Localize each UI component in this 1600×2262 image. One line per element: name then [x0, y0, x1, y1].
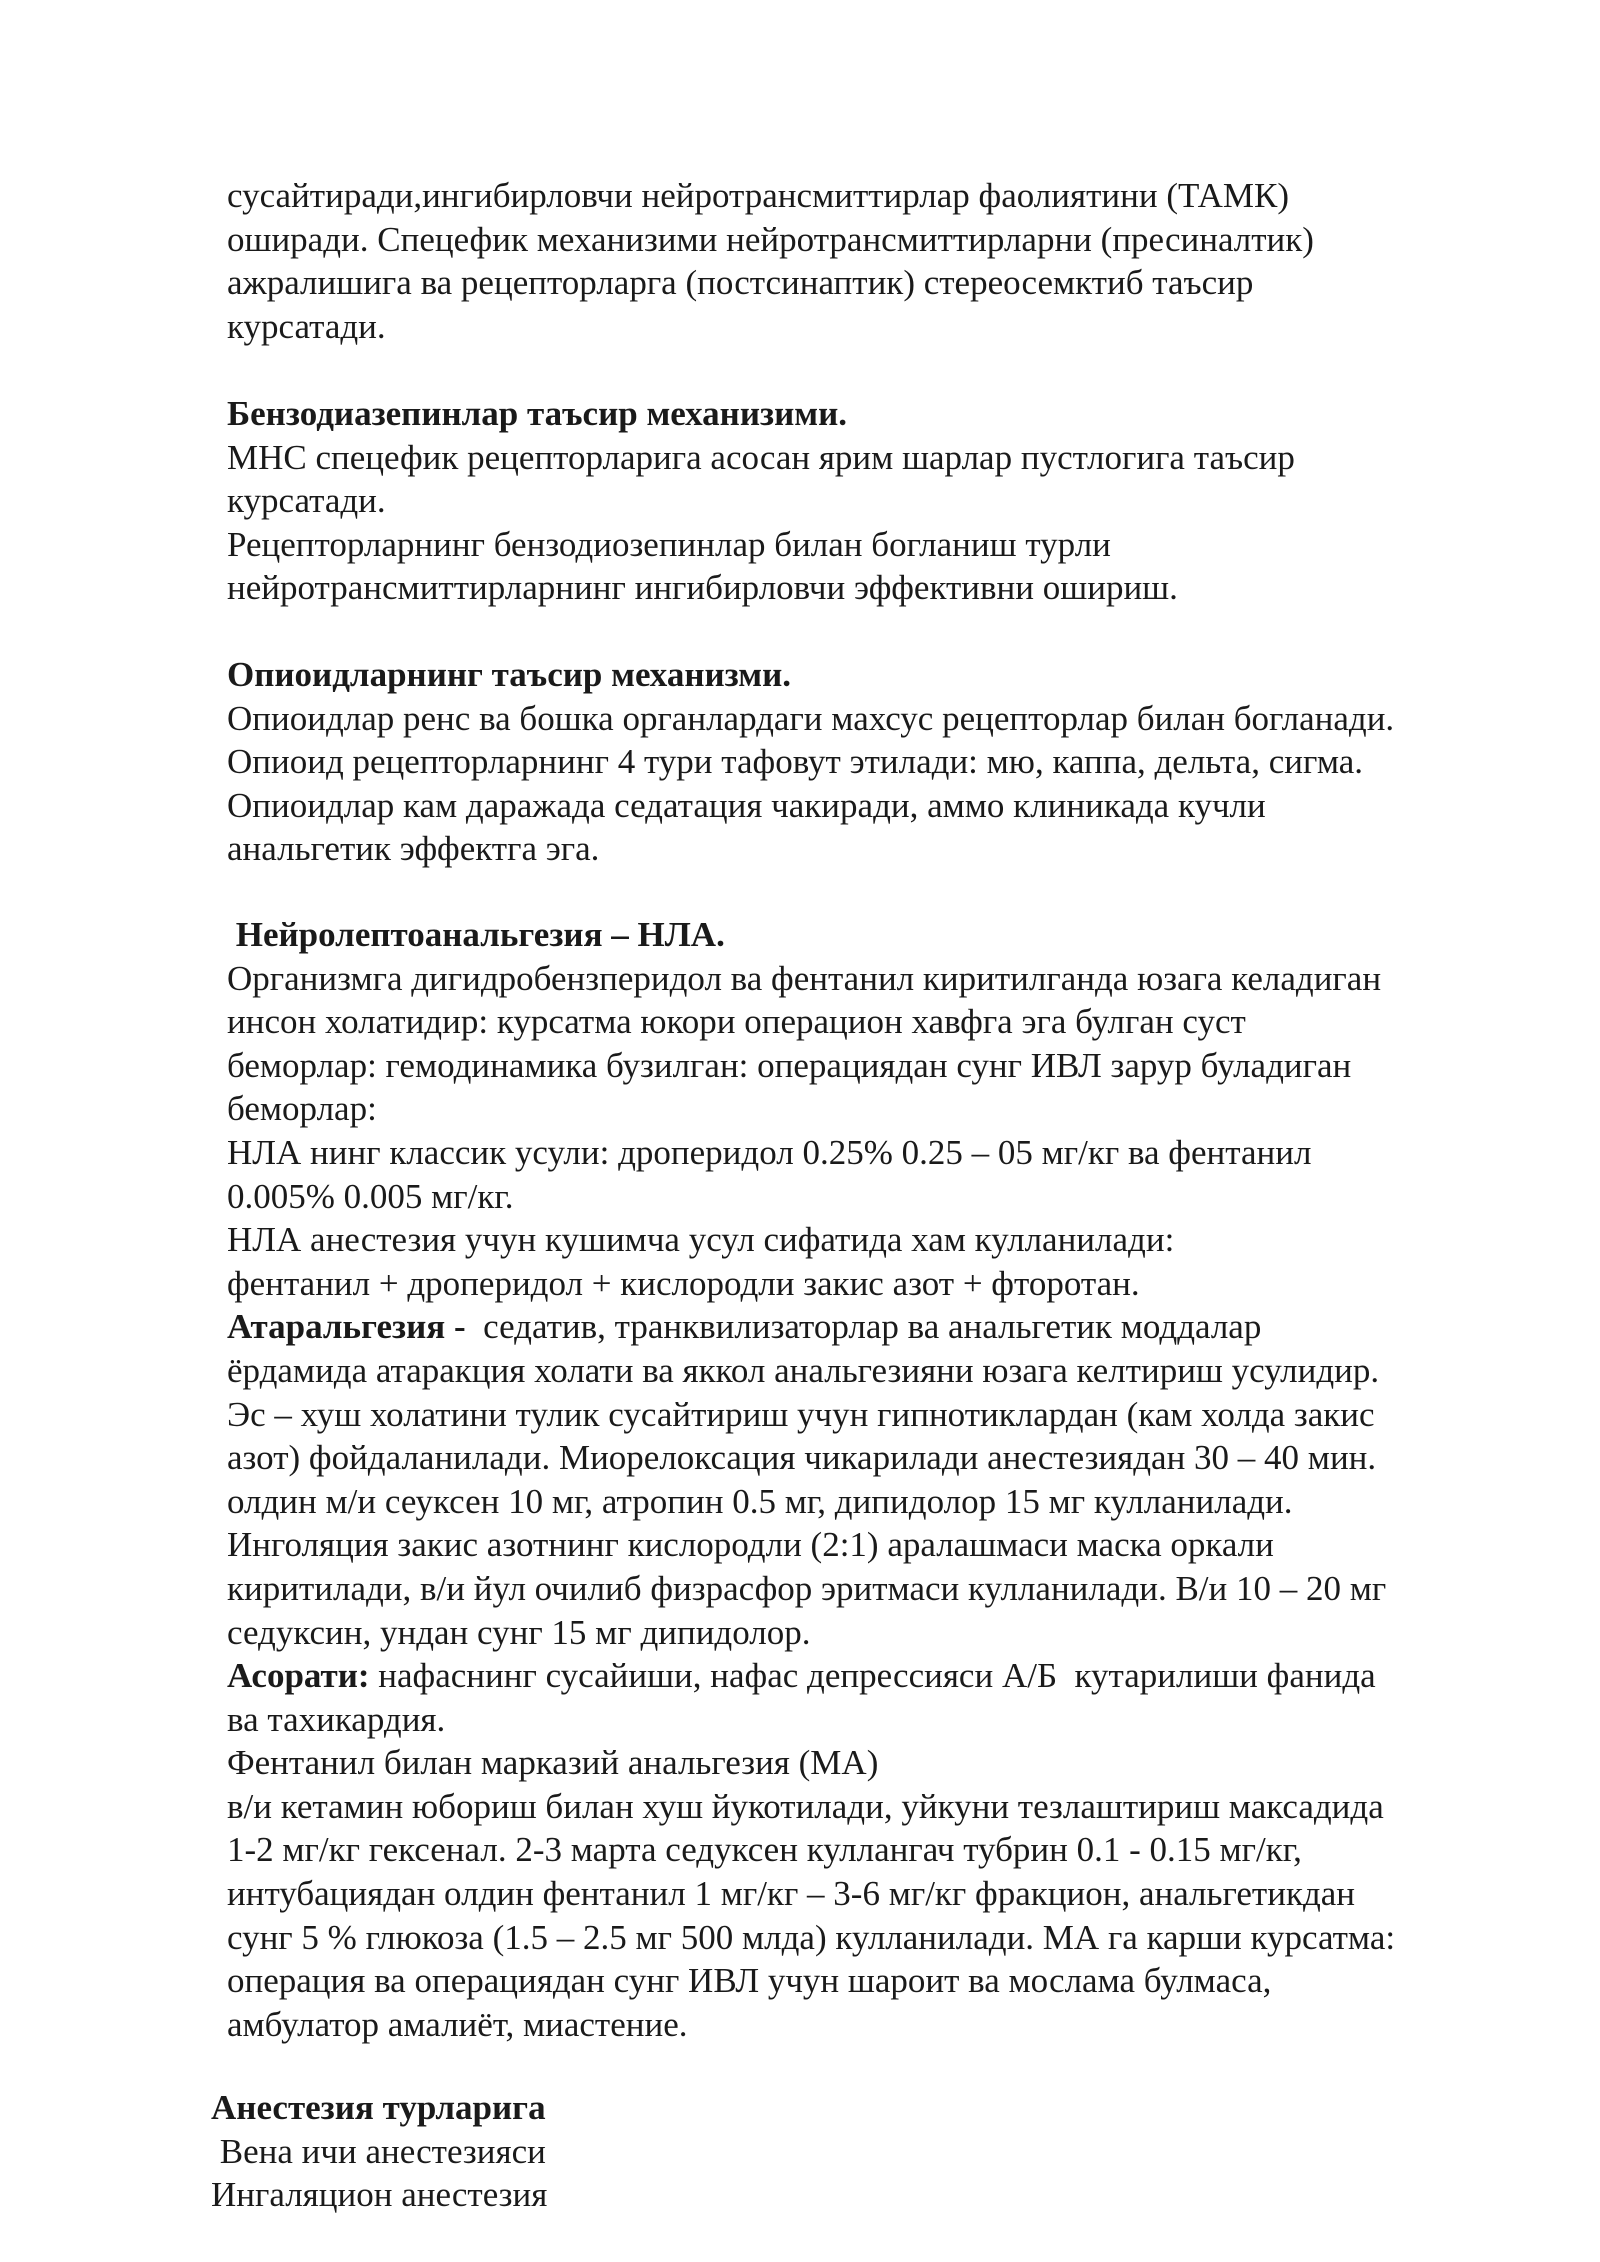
text-line: Опиоидлар кам даражада седатация чакиради, аммо клиникада кучли	[227, 785, 1266, 825]
text-line: Инголяция закис азотнинг кислородли (2:1) аралашмаси маска оркали	[227, 1525, 1274, 1565]
section-heading: Опиоидларнинг таъсир механизми.	[227, 655, 791, 694]
text-line: анальгетик эффектга эга.	[227, 829, 600, 869]
text-line: Рецепторларнинг бензодиозепинлар билан богланиш турли	[227, 524, 1111, 564]
list-item: Ингаляцион анестезия	[211, 2175, 548, 2215]
section-heading: Нейролептоанальгезия – НЛА.	[227, 915, 725, 954]
text-line: МНС спецефик рецепторларига асосан ярим шарлар пустлогига таъсир	[227, 437, 1295, 477]
text-line: ва тахикардия.	[227, 1699, 446, 1739]
text-line: оширади. Спецефик механизими нейротрансмиттирларни (пресиналтик)	[227, 219, 1314, 259]
complications-label: Асорати:	[227, 1656, 370, 1696]
text-line: беморлар: гемодинамика бузилган: операциядан сунг ИВЛ зарур буладиган	[227, 1045, 1352, 1085]
text-line: олдин м/и сеуксен 10 мг, атропин 0.5 мг, дипидолор 15 мг кулланилади.	[227, 1481, 1293, 1521]
text-line: НЛА нинг классик усули: дроперидол 0.25% 0.25 – 05 мг/кг ва фентанил	[227, 1132, 1312, 1172]
ataralgesia-text: седатив, транквилизаторлар ва анальгетик моддалар	[474, 1307, 1262, 1347]
text-line: интубациядан олдин фентанил 1 мг/кг – 3-6 мг/кг фракцион, анальгетикдан	[227, 1874, 1356, 1914]
text-line: сусайтиради,ингибирловчи нейротрансмиттирлар фаолиятини (ТАМК)	[227, 176, 1290, 215]
complications-text: нафаснинг сусайиши, нафас депрессияси А/Б кутарилиши фанида	[369, 1656, 1376, 1696]
text-line: седуксин, ундан сунг 15 мг дипидолор.	[227, 1612, 811, 1652]
text-line: Опиоидлар ренс ва бошка органлардаги махсус рецепторлар билан богланади.	[227, 698, 1395, 738]
benzodiazepine-section	[227, 392, 1517, 610]
ataralgesia-line	[227, 1305, 1517, 1349]
text-line: инсон холатидир: курсатма юкори операцион хавфга эга булган суст	[227, 1002, 1246, 1042]
intro-paragraph	[227, 174, 1517, 348]
text-line: ёрдамида атаракция холати ва яккол анальгезияни юзага келтириш усулидир.	[227, 1350, 1380, 1390]
text-line: Организмга дигидробензперидол ва фентанил киритилганда юзага келадиган	[227, 958, 1382, 998]
text-line: курсатади.	[227, 481, 386, 521]
text-line: Эс – хуш холатини тулик сусайтириш учун гипнотиклардан (кам холда закис	[227, 1394, 1375, 1434]
opioid-section	[227, 653, 1517, 871]
section-heading: Анестезия турларига	[211, 2088, 546, 2127]
text-line: в/и кетамин юбориш билан хуш йукотилади, уйкуни тезлаштириш максадида	[227, 1786, 1384, 1826]
text-line: Фентанил билан марказий анальгезия (МА)	[227, 1743, 879, 1783]
text-line: киритилади, в/и йул очилиб физрасфор эритмаси кулланилади. В/и 10 – 20 мг	[227, 1568, 1387, 1608]
text-line: амбулатор амалиёт, миастение.	[227, 2004, 688, 2044]
text-line: нейротрансмиттирларнинг ингибирловчи эффективни ошириш.	[227, 568, 1178, 608]
text-line: фентанил + дроперидол + кислородли закис азот + фторотан.	[227, 1263, 1140, 1303]
text-line: 1-2 мг/кг гексенал. 2-3 марта седуксен куллангач тубрин 0.1 - 0.15 мг/кг,	[227, 1830, 1302, 1870]
list-item: Вена ичи анестезияси	[211, 2131, 546, 2171]
nla-section	[227, 913, 1517, 2046]
text-line: Опиоид рецепторларнинг 4 тури тафовут этилади: мю, каппа, дельта, сигма.	[227, 742, 1364, 782]
text-line: курсатади.	[227, 306, 386, 346]
text-line: азот) фойдаланилади. Миорелоксация чикарилади анестезиядан 30 – 40 мин.	[227, 1438, 1377, 1478]
complications-line	[227, 1654, 1517, 1698]
text-line: 0.005% 0.005 мг/кг.	[227, 1176, 514, 1216]
text-line: операция ва операциядан сунг ИВЛ учун шароит ва мослама булмаса,	[227, 1961, 1272, 2001]
section-heading: Бензодиазепинлар таъсир механизими.	[227, 394, 847, 433]
anesthesia-types-section	[211, 2086, 1011, 2217]
text-line: беморлар:	[227, 1089, 377, 1129]
text-line: ажралишига ва рецепторларга (постсинаптик) стереосемктиб таъсир	[227, 263, 1254, 303]
ataralgesia-label: Атаральгезия -	[227, 1307, 475, 1347]
text-line: НЛА анестезия учун кушимча усул сифатида хам кулланилади:	[227, 1220, 1175, 1260]
text-line: сунг 5 % глюкоза (1.5 – 2.5 мг 500 млда) кулланилади. МА га карши курсатма:	[227, 1917, 1396, 1957]
